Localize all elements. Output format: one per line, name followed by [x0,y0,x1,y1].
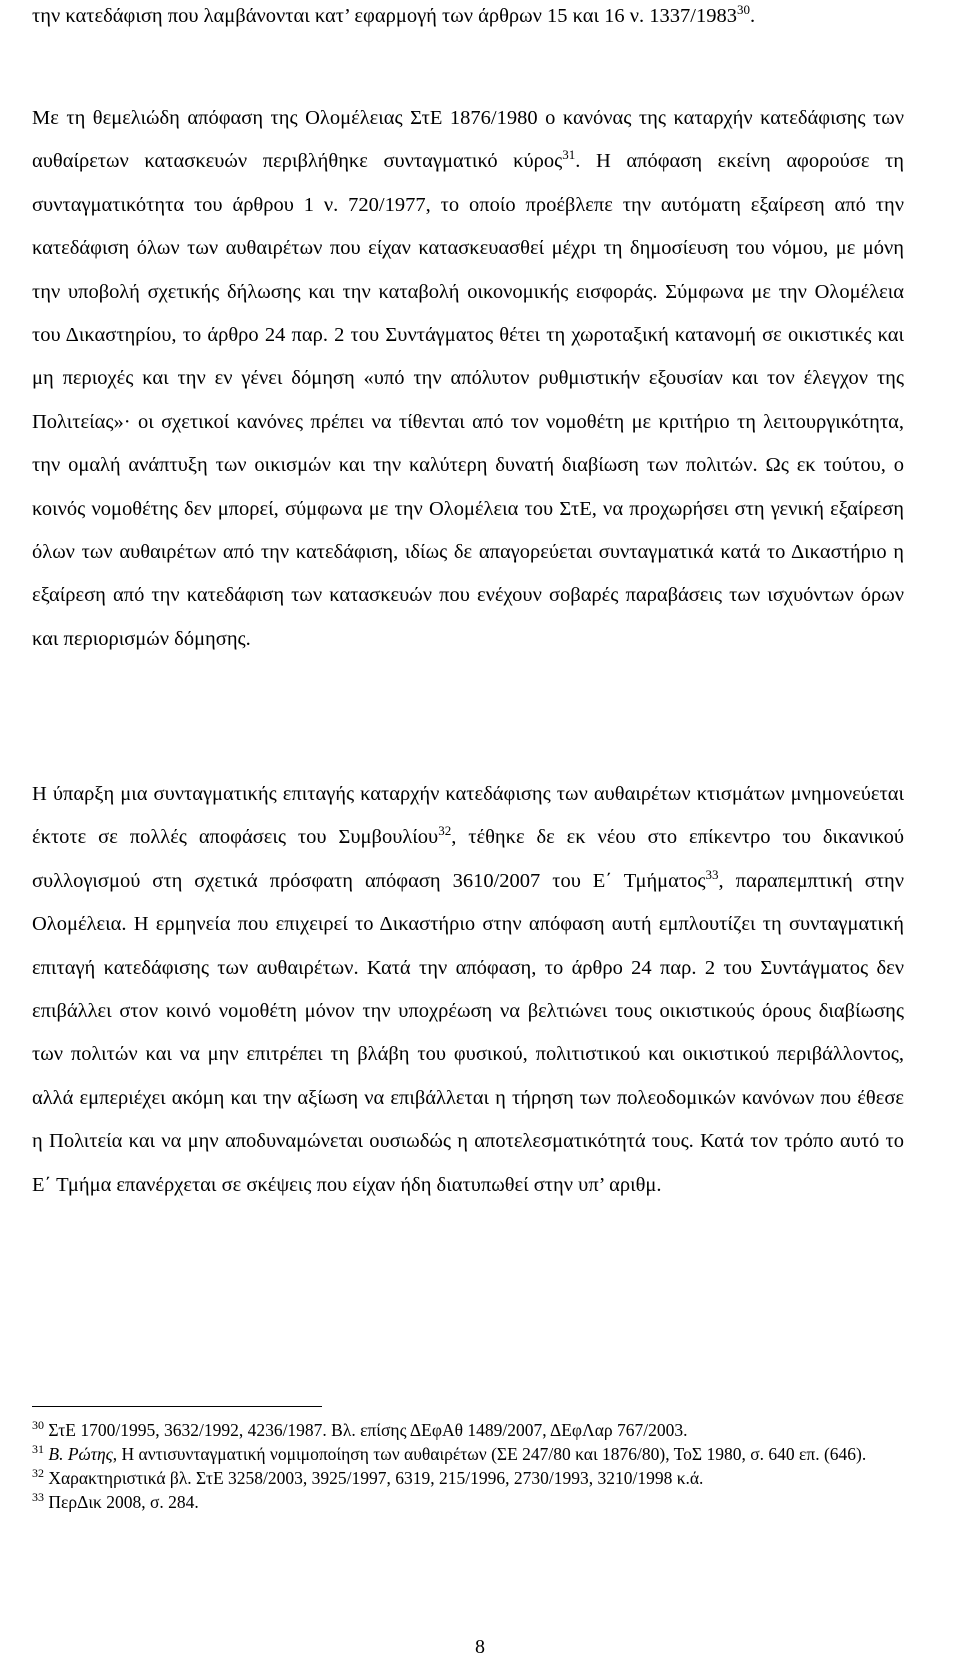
paragraph-2 [32,97,904,661]
footnote-ref-30[interactable]: 30 [737,2,750,18]
paragraph-text: Με τη θεμελιώδη απόφαση της Ολομέλειας ΣτΕ 1876/1980 ο κανόνας της καταρχήν κατεδάφισης των αυθαίρετων κατασκευών περιβλήθηκε συνταγματικό κύρος [32,107,904,173]
footnote-33 [32,1490,904,1514]
footnote-author: Β. Ρώτης [48,1444,113,1464]
footnote-number: 33 [32,1490,44,1505]
page-number: 8 [475,1636,485,1658]
footnote-32 [32,1466,904,1490]
footnote-text: , Η αντισυνταγματική νομιμοποίηση των αυθαιρέτων (ΣΕ 247/80 και 1876/80), ΤοΣ 1980, σ. 640 επ. (646). [112,1444,867,1464]
paragraph-text: την κατεδάφιση που λαμβάνονται κατ’ εφαρμογή των άρθρων 15 και 16 ν. 1337/1983 [32,5,737,27]
footnote-number: 30 [32,1418,44,1433]
paragraph-text: , παραπεμπτική στην Ολομέλεια. Η ερμηνεία που επιχειρεί το Δικαστήριο στην απόφαση αυτή εμπλουτίζει τη συνταγματική επιταγή κατεδάφισης των αυθαιρέτων. Κατά την απόφαση, το άρθρο 24 παρ. 2 του Συντάγματος δεν επιβάλλει στον κοινό νομοθέτη μόνον την υποχρέωση να βελτιώνει τους οικιστικούς όρους διαβίωσης των πολιτών και να μην επιτρέπει τη βλάβη του φυσικού, πολιτιστικού και οικιστικού περιβάλλοντος, αλλά εμπεριέχει ακόμη και την αξίωση να επιβάλλεται η τήρηση των πολεοδομικών κανόνων που έθεσε η Πολιτεία και να μην αποδυναμώνεται ουσιωδώς η αποτελεσματικότητά τους. Κατά τον τρόπο αυτό το Ε΄ Τμήμα επανέρχεται σε σκέψεις που είχαν ήδη διατυπωθεί στην υπ’ αριθμ. [32,869,904,1196]
footnote-number: 31 [32,1442,44,1457]
footnote-ref-31[interactable]: 31 [562,147,576,163]
footnote-text: ΠερΔικ 2008, σ. 284. [48,1492,199,1512]
footnote-text: Χαρακτηριστικά βλ. ΣτΕ 3258/2003, 3925/1997, 6319, 215/1996, 2730/1993, 3210/1998 κ.ά. [48,1468,704,1488]
footnote-separator [32,1406,322,1407]
footnote-number: 32 [32,1466,44,1481]
footnote-31 [32,1442,904,1466]
paragraph-3 [32,773,904,1207]
footnote-30 [32,1418,904,1442]
paragraph-text: . Η απόφαση εκείνη αφορούσε τη συνταγματικότητα του άρθρου 1 ν. 720/1977, το οποίο προέβλεπε την αυτόματη εξαίρεση από την κατεδάφιση όλων των αυθαιρέτων που είχαν κατασκευασθεί μέχρι τη δημοσίευση του νόμου, με μόνη την υποβολή σχετικής δήλωσης και την καταβολή οικονομικής εισφοράς. Σύμφωνα με την Ολομέλεια του Δικαστηρίου, το άρθρο 24 παρ. 2 του Συντάγματος θέτει τη χωροταξική κατανομή σε οικιστικές και μη περιοχές και την εν γένει δόμηση «υπό την απόλυτον ρυθμιστικήν εξουσίαν και τον έλεγχον της Πολιτείας»· οι σχετικοί κανόνες πρέπει να τίθενται από τον νομοθέτη με κριτήριο τη λειτουργικότητα, την ομαλή ανάπτυξη των οικισμών και την καλύτερη δυνατή διαβίωση των πολιτών. Ως εκ τούτου, ο κοινός νομοθέτης δεν μπορεί, σύμφωνα με την Ολομέλεια του ΣτΕ, να προχωρήσει στη γενική εξαίρεση όλων των αυθαιρέτων από την κατεδάφιση, ιδίως δε απαγορεύεται συνταγματικά κατά το Δικαστήριο η εξαίρεση από την κατεδάφιση των κατασκευών που ενέχουν σοβαρές παραβάσεις των ισχυόντων όρων και περιορισμών δόμησης. [32,150,904,650]
footnote-text: ΣτΕ 1700/1995, 3632/1992, 4236/1987. Βλ. επίσης ΔΕφΑθ 1489/2007, ΔΕφΛαρ 767/2003. [48,1420,688,1440]
paragraph-text: , τέθηκε δε εκ νέου στο επίκεντρο του δικανικού συλλογισμού στη σχετικά πρόσφατη απόφαση 3610/2007 του Ε΄ Τμήματος [32,826,905,892]
paragraph-text: Η ύπαρξη μια συνταγματικής επιταγής καταρχήν κατεδάφισης των αυθαιρέτων κτισμάτων μνημονεύεται έκτοτε σε πολλές αποφάσεις του Συμβουλίου [32,783,904,849]
footnotes [32,1418,904,1514]
footnote-ref-32[interactable]: 32 [438,823,452,839]
paragraph-1 [32,0,904,38]
paragraph-text: . [750,5,756,27]
footnote-ref-33[interactable]: 33 [705,866,719,882]
